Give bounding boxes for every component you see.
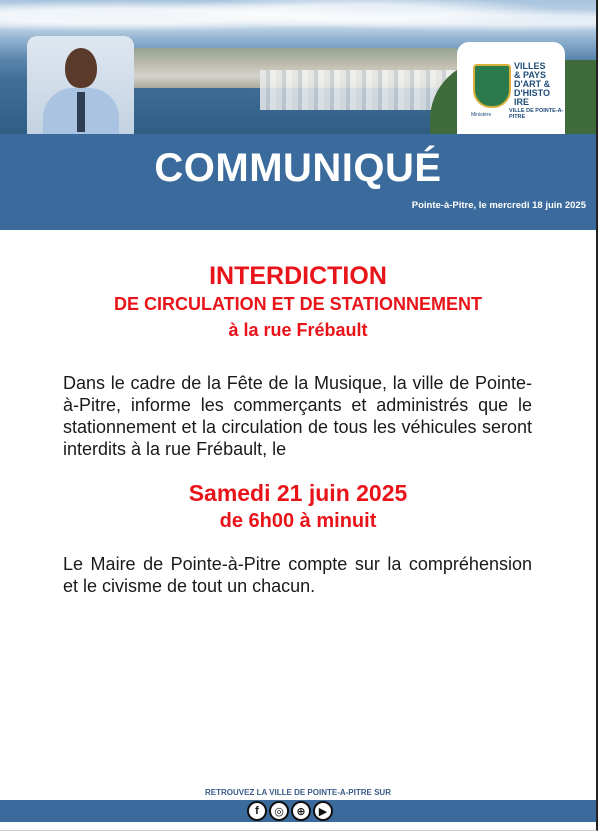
notice-heading: INTERDICTION xyxy=(209,262,387,290)
instagram-icon[interactable]: ◎ xyxy=(269,801,289,821)
date-line: Pointe-à-Pitre, le mercredi 18 juin 2025 xyxy=(411,200,586,211)
facebook-icon[interactable]: f xyxy=(247,801,267,821)
youtube-icon[interactable]: ▶ xyxy=(313,801,333,821)
portrait-tie xyxy=(77,92,85,132)
sky-clouds xyxy=(0,0,596,40)
header-banner-photo xyxy=(0,0,596,134)
logo-ministere-label: Ministère xyxy=(471,112,492,118)
notice-location: à la rue Frébault xyxy=(228,320,368,340)
social-links xyxy=(247,801,333,821)
portrait-head xyxy=(65,48,97,88)
city-logo xyxy=(457,42,565,134)
notice-time: de 6h00 à minuit xyxy=(219,510,377,532)
notice-paragraph-2: Le Maire de Pointe-à-Pitre compte sur la compréhension et le civisme de tout un chacun. xyxy=(63,554,532,596)
coat-of-arms-icon xyxy=(473,64,511,108)
page-title: COMMUNIQUÉ xyxy=(154,146,442,190)
notice-date: Samedi 21 juin 2025 xyxy=(188,480,408,506)
logo-subtitle: VILLE DE POINTE-A-PITRE xyxy=(509,108,564,120)
globe-icon[interactable]: ⊕ xyxy=(291,801,311,821)
logo-wordmark: VILLES & PAYS D'ART & D'HISTO IRE xyxy=(514,61,551,107)
city-buildings xyxy=(260,70,460,110)
mayor-portrait xyxy=(27,36,134,134)
notice-paragraph-1: Dans le cadre de la Fête de la Musique, la ville de Pointe-à-Pitre, informe les commerçants et administrés que le stationnement et la circulation de tous les véhicules seront interdits à la rue Frébault, le xyxy=(63,373,532,459)
title-band xyxy=(0,134,596,230)
notice-subheading: DE CIRCULATION ET DE STATIONNEMENT xyxy=(114,294,482,314)
footer-label: RETROUVEZ LA VILLE DE POINTE-A-PITRE SUR xyxy=(205,788,391,797)
